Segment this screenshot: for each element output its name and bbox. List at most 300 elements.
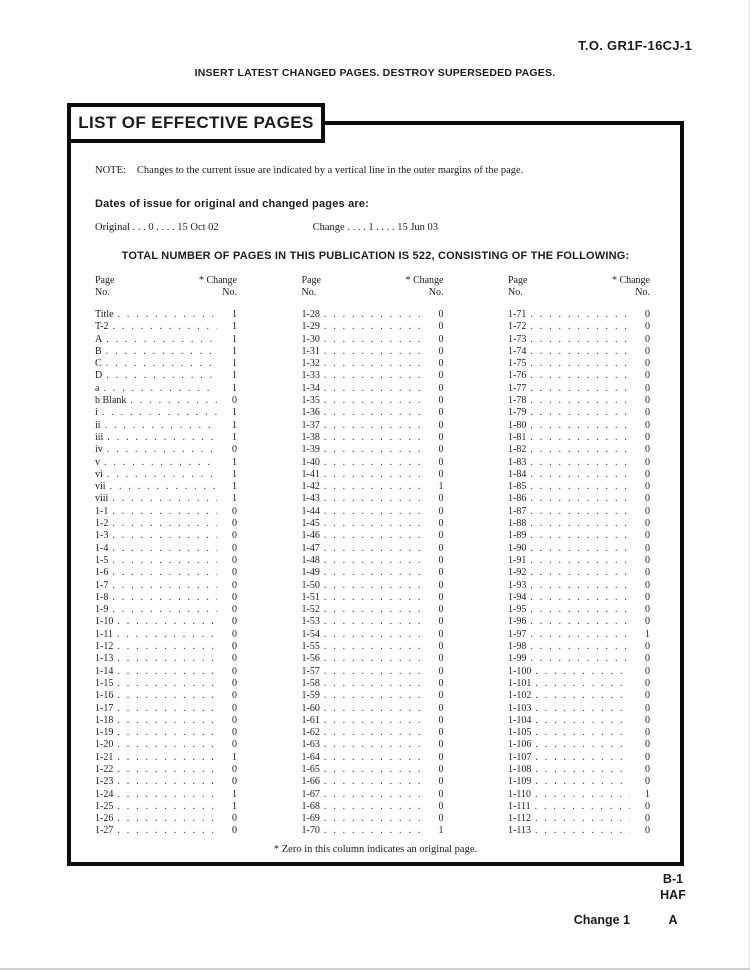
dot-leader (324, 395, 424, 407)
page-no: 1-70 (301, 825, 320, 837)
lep-table-row (95, 358, 237, 370)
change-no: 0 (645, 714, 650, 726)
change-no: 0 (438, 653, 444, 665)
change-no: 1 (232, 481, 237, 493)
change-no: 0 (645, 727, 650, 739)
column-rows (302, 309, 444, 838)
page-no: 1-95 (508, 604, 527, 616)
dot-leader (530, 334, 630, 346)
page-no: 1-69 (301, 813, 320, 825)
change-no: 0 (232, 739, 237, 751)
dot-leader (530, 555, 630, 567)
dot-leader (324, 530, 424, 542)
change-no: 1 (232, 333, 237, 345)
lep-table-row (508, 567, 650, 579)
dot-leader (117, 666, 217, 678)
change-no: 0 (645, 739, 650, 751)
change-no: 0 (645, 702, 650, 714)
lep-table-row (95, 592, 237, 604)
change-no-header: * Change No. (405, 275, 444, 298)
dot-leader (117, 801, 217, 813)
lep-table-row (95, 641, 237, 653)
lep-table-row (95, 789, 237, 801)
column-header (302, 275, 444, 298)
lep-table-row (95, 604, 237, 616)
lep-table-row (302, 309, 444, 321)
change-no: 0 (645, 481, 650, 493)
change-no: 0 (645, 468, 650, 480)
page-no: b Blank (95, 395, 127, 407)
table-column-3 (508, 275, 650, 838)
change-no: 1 (232, 370, 237, 382)
change-no: 0 (232, 530, 237, 542)
change-no: 0 (438, 407, 444, 419)
dot-leader (324, 543, 424, 555)
dot-leader (324, 825, 424, 837)
page-no: 1-38 (301, 431, 320, 443)
change-no: 0 (645, 677, 650, 689)
page-no: 1-110 (508, 788, 531, 800)
page-no: 1-9 (95, 604, 109, 616)
change-no: 0 (232, 776, 237, 788)
page-no: 1-8 (95, 591, 109, 603)
dot-leader (324, 321, 424, 333)
lep-table-row (95, 616, 237, 628)
lep-table-row (302, 518, 444, 530)
lep-table-row (302, 555, 444, 567)
dot-leader (324, 739, 424, 751)
original-issue-line: Original . . . 0 . . . . 15 Oct 02 (95, 222, 219, 233)
change-no: 0 (232, 763, 237, 775)
change-no: 0 (438, 419, 444, 431)
lep-table-row (508, 543, 650, 555)
page-no: 1-86 (508, 493, 527, 505)
page-no: 1-5 (95, 554, 109, 566)
lep-table-row (302, 420, 444, 432)
page-no: 1-111 (508, 800, 531, 812)
lep-table-row (508, 764, 650, 776)
page-no: 1-73 (508, 333, 527, 345)
dot-leader (324, 469, 424, 481)
change-no: 0 (438, 382, 444, 394)
lep-table-row (95, 346, 237, 358)
page-no: a (95, 382, 100, 394)
page-no: 1-24 (95, 788, 114, 800)
dot-leader (530, 395, 630, 407)
page-no: 1-88 (508, 518, 527, 530)
page-no: 1-79 (508, 407, 527, 419)
change-no: 1 (232, 431, 237, 443)
page-no: 1-35 (301, 395, 320, 407)
page-no: 1-94 (508, 591, 527, 603)
dot-leader (324, 690, 424, 702)
dot-leader (324, 764, 424, 776)
lep-table-row (95, 432, 237, 444)
page-no: 1-48 (301, 554, 320, 566)
page-no: B (95, 345, 102, 357)
change-no: 1 (232, 456, 237, 468)
page-no: 1-112 (508, 813, 531, 825)
change-no-header: * Change No. (611, 275, 650, 298)
lep-table-row (302, 789, 444, 801)
column-header (95, 275, 237, 298)
page-no: 1-78 (508, 395, 527, 407)
lep-table-row (508, 666, 650, 678)
page-no: 1-61 (301, 714, 320, 726)
dot-leader (107, 432, 217, 444)
dot-leader (324, 370, 424, 382)
lep-table-row (95, 444, 237, 456)
lep-table-row (302, 432, 444, 444)
dot-leader (107, 444, 217, 456)
page-no: 1-62 (301, 727, 320, 739)
lep-table-row (302, 727, 444, 739)
note-row (95, 165, 652, 176)
lep-table-row (302, 825, 444, 837)
dot-leader (324, 506, 424, 518)
lep-table-row (508, 641, 650, 653)
change-no: 0 (438, 763, 444, 775)
table-footnote: * Zero in this column indicates an original page. (273, 844, 478, 855)
change-no: 0 (438, 739, 444, 751)
page-no: 1-77 (508, 382, 527, 394)
page-no: 1-98 (508, 641, 527, 653)
page-no: 1-28 (301, 309, 320, 320)
change-no: 1 (645, 628, 650, 640)
lep-title-box (67, 103, 325, 143)
page-no: 1-81 (508, 431, 527, 443)
lep-table-row (302, 715, 444, 727)
page-no: 1-107 (508, 751, 532, 763)
lep-table-row (95, 825, 237, 837)
dot-leader (324, 383, 424, 395)
page-no: vii (95, 481, 106, 493)
page-no: 1-53 (301, 616, 320, 628)
change-no: 0 (438, 518, 444, 530)
lep-table-row (302, 469, 444, 481)
change-no: 1 (438, 481, 444, 493)
lep-table-row (302, 567, 444, 579)
lep-table-row (508, 727, 650, 739)
lep-table-row (95, 567, 237, 579)
lep-panel (67, 121, 684, 866)
lep-table-row (508, 580, 650, 592)
lep-table-row (95, 801, 237, 813)
lep-table-row (95, 321, 237, 333)
dot-leader (113, 321, 217, 333)
lep-table-row (302, 801, 444, 813)
lep-table-row (302, 629, 444, 641)
change-no: 0 (438, 788, 444, 800)
lep-table-row (302, 395, 444, 407)
dot-leader (324, 420, 424, 432)
page-no: 1-109 (508, 776, 532, 788)
dot-leader (107, 469, 217, 481)
dot-leader (535, 776, 630, 788)
lep-table-row (95, 752, 237, 764)
page-no: 1-39 (301, 444, 320, 456)
page-no: viii (95, 493, 109, 505)
change-no: 0 (232, 714, 237, 726)
lep-table-row (508, 370, 650, 382)
change-no: 0 (645, 407, 650, 419)
page-no: 1-92 (508, 567, 527, 579)
dot-leader (117, 715, 217, 727)
dot-leader (530, 383, 630, 395)
page-no: 1-75 (508, 358, 527, 370)
dot-leader (112, 604, 217, 616)
change-no: 0 (645, 579, 650, 591)
change-no: 0 (645, 333, 650, 345)
dot-leader (106, 370, 217, 382)
lep-table-row (508, 616, 650, 628)
dot-leader (112, 506, 217, 518)
change-no: 0 (645, 690, 650, 702)
dot-leader (530, 481, 630, 493)
dot-leader (530, 641, 630, 653)
dot-leader (530, 506, 630, 518)
change-no: 0 (645, 370, 650, 382)
column-rows (508, 309, 650, 838)
page-no: 1-76 (508, 370, 527, 382)
page-no: 1-1 (95, 505, 109, 517)
lep-table-row (95, 457, 237, 469)
dot-leader (324, 592, 424, 604)
lep-table-row (302, 407, 444, 419)
lep-table-row (302, 580, 444, 592)
change-no: 0 (645, 444, 650, 456)
change-no: 0 (232, 567, 237, 579)
lep-table-row (508, 395, 650, 407)
lep-table-row (95, 334, 237, 346)
lep-table-row (302, 592, 444, 604)
lep-table-row (302, 703, 444, 715)
lep-table-row (508, 457, 650, 469)
change-no: 1 (232, 382, 237, 394)
change-no: 1 (438, 825, 444, 837)
lep-table-row (95, 555, 237, 567)
lep-table-row (508, 321, 650, 333)
change-no: 1 (232, 493, 237, 505)
note-label: NOTE: (95, 165, 126, 176)
dot-leader (530, 420, 630, 432)
change-no: 0 (645, 493, 650, 505)
dot-leader (324, 432, 424, 444)
page-no-header: Page No. (508, 275, 528, 298)
dot-leader (117, 653, 217, 665)
dot-leader (117, 727, 217, 739)
lep-table-row (302, 653, 444, 665)
page-no: 1-44 (301, 505, 320, 517)
change-no: 0 (438, 431, 444, 443)
change-no: 1 (232, 788, 237, 800)
lep-table-row (508, 334, 650, 346)
page-no: iv (95, 444, 103, 456)
change-no: 0 (645, 641, 650, 653)
lep-table-row (302, 457, 444, 469)
dot-leader (117, 703, 217, 715)
dot-leader (324, 653, 424, 665)
page-no: 1-90 (508, 542, 527, 554)
change-no: 0 (438, 554, 444, 566)
dot-leader (530, 629, 630, 641)
change-no: 1 (232, 419, 237, 431)
lep-table-row (508, 469, 650, 481)
change-no: 0 (232, 653, 237, 665)
page-no: 1-46 (301, 530, 320, 542)
dot-leader (530, 604, 630, 616)
page-no: Title (95, 309, 114, 320)
change-no: 0 (232, 813, 237, 825)
lep-table-row (302, 616, 444, 628)
dot-leader (117, 752, 217, 764)
page-no: 1-17 (95, 702, 114, 714)
dot-leader (530, 592, 630, 604)
dot-leader (535, 666, 630, 678)
lep-table-row (95, 666, 237, 678)
change-no: 0 (645, 345, 650, 357)
change-no: 0 (645, 456, 650, 468)
page-no: vi (95, 468, 103, 480)
change-no: 0 (232, 727, 237, 739)
page-no: 1-36 (301, 407, 320, 419)
lep-table-row (95, 420, 237, 432)
page-no: 1-84 (508, 468, 527, 480)
page-no: 1-87 (508, 505, 527, 517)
dot-leader (112, 518, 217, 530)
lep-table-row (95, 518, 237, 530)
change-no: 0 (438, 444, 444, 456)
change-no: 0 (645, 395, 650, 407)
change-no: 0 (438, 751, 444, 763)
lep-table-row (302, 444, 444, 456)
page-no: 1-71 (508, 309, 527, 320)
page-no: T-2 (95, 321, 109, 333)
change-no: 1 (232, 345, 237, 357)
lep-table-row (508, 678, 650, 690)
dot-leader (535, 678, 630, 690)
page-no: 1-64 (301, 751, 320, 763)
change-no: 0 (645, 309, 650, 320)
lep-table-row (95, 469, 237, 481)
lep-table-row (95, 493, 237, 505)
page-no: 1-14 (95, 665, 114, 677)
lep-table-row (95, 678, 237, 690)
page-no: 1-6 (95, 567, 109, 579)
lep-table-row (302, 358, 444, 370)
change-no: 0 (645, 518, 650, 530)
lep-table-row (508, 518, 650, 530)
page-no: 1-60 (301, 702, 320, 714)
dot-leader (117, 739, 217, 751)
change-no: 0 (232, 518, 237, 530)
dot-leader (117, 641, 217, 653)
change-no: 0 (232, 505, 237, 517)
change-no: 0 (438, 727, 444, 739)
page-no: 1-16 (95, 690, 114, 702)
issue-lines (95, 222, 652, 233)
lep-table-row (508, 309, 650, 321)
page-no: 1-23 (95, 776, 114, 788)
lep-table-row (508, 789, 650, 801)
change-no: 0 (232, 395, 237, 407)
note-text: Changes to the current issue are indicated by a vertical line in the outer margins of the page. (136, 165, 524, 176)
change-no: 0 (645, 382, 650, 394)
dot-leader (535, 715, 630, 727)
page-no: 1-108 (508, 763, 532, 775)
change-no: 0 (645, 530, 650, 542)
dot-leader (324, 309, 424, 321)
lep-table-row (95, 506, 237, 518)
dot-leader (117, 776, 217, 788)
dot-leader (530, 346, 630, 358)
dot-leader (324, 407, 424, 419)
lep-table-row (508, 752, 650, 764)
page-no: 1-51 (301, 591, 320, 603)
lep-table-row (508, 506, 650, 518)
dot-leader (530, 432, 630, 444)
page-no: 1-66 (301, 776, 320, 788)
page-no: 1-93 (508, 579, 527, 591)
dot-leader (530, 407, 630, 419)
dot-leader (535, 801, 630, 813)
page-no: 1-49 (301, 567, 320, 579)
dot-leader (112, 567, 217, 579)
change-no: 0 (438, 813, 444, 825)
dot-leader (324, 481, 424, 493)
change-no: 0 (438, 579, 444, 591)
lep-table-row (508, 444, 650, 456)
page-no: 1-58 (301, 677, 320, 689)
page-no: 1-22 (95, 763, 114, 775)
change-no: 0 (232, 665, 237, 677)
change-no: 0 (438, 641, 444, 653)
change-no: 1 (232, 468, 237, 480)
page-no: 1-54 (301, 628, 320, 640)
change-no: 0 (645, 665, 650, 677)
table-column-1 (95, 275, 237, 838)
lep-table-row (508, 346, 650, 358)
page-no: 1-20 (95, 739, 114, 751)
page-no: 1-52 (301, 604, 320, 616)
change-no: 0 (438, 628, 444, 640)
page-no: v (95, 456, 100, 468)
change-no: 0 (438, 345, 444, 357)
dot-leader (117, 813, 217, 825)
page-no: 1-63 (301, 739, 320, 751)
lep-table-row (508, 690, 650, 702)
lep-table-row (302, 481, 444, 493)
dot-leader (324, 358, 424, 370)
lep-table-row (302, 334, 444, 346)
lep-table-row (95, 407, 237, 419)
page-no: 1-7 (95, 579, 109, 591)
change-no: 0 (645, 776, 650, 788)
lep-table-row (508, 813, 650, 825)
change-no: 0 (232, 604, 237, 616)
dot-leader (324, 555, 424, 567)
change-no: 0 (438, 665, 444, 677)
page-no: 1-85 (508, 481, 527, 493)
dot-leader (112, 530, 217, 542)
lep-title: LIST OF EFFECTIVE PAGES (78, 113, 314, 132)
lep-table-row (508, 776, 650, 788)
change-no: 0 (645, 825, 650, 837)
change-no: 1 (232, 751, 237, 763)
lep-table-row (508, 801, 650, 813)
page-no: 1-19 (95, 727, 114, 739)
lep-table-row (302, 764, 444, 776)
